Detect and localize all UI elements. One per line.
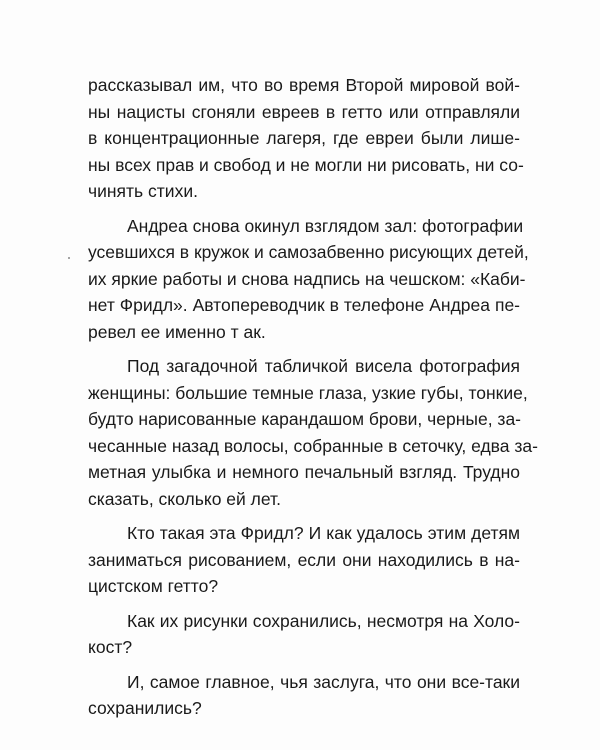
paragraph-5 — [88, 608, 520, 661]
text-line: чесанные назад волосы, собранные в сеточку, едва за- — [88, 435, 538, 456]
text-line: рассказывал им, что во время Второй мировой вой- — [88, 75, 520, 95]
paragraph-2 — [88, 213, 529, 346]
text-line: женщины: большие темные глаза, узкие губы, тонкие, — [88, 382, 528, 403]
text-line: нет Фридл». Автопереводчик в телефоне Андреа пе- — [88, 295, 520, 315]
paragraph-4 — [88, 520, 520, 600]
paragraph-1 — [88, 72, 524, 205]
text-line: сохранились? — [88, 698, 202, 718]
text-line: заниматься рисованием, если они находились в на- — [88, 549, 520, 570]
scan-speck — [68, 257, 70, 259]
text-line: Как их рисунки сохранились, несмотря на Холо- — [127, 610, 520, 631]
paragraph-3 — [88, 353, 538, 512]
text-line: усевшихся в кружок и самозабвенно рисующих детей, — [88, 242, 529, 262]
text-line: ны нацисты сгоняли евреев в гетто или отправляли — [88, 101, 520, 122]
text-line: будто нарисованные карандашом брови, черные, за- — [88, 409, 522, 429]
text-line: чинять стихи. — [88, 181, 198, 201]
text-line: Кто такая эта Фридл? И как удалось этим детям — [127, 523, 520, 543]
text-line: ревел ее именно т ак. — [88, 321, 266, 342]
text-line: Под загадочной табличкой висела фотография — [127, 356, 520, 376]
text-line: в концентрационные лагеря, где евреи были лише- — [88, 128, 520, 148]
text-line: Андреа снова окинул взглядом зал: фотографии — [127, 215, 524, 236]
text-line: кост? — [88, 637, 133, 657]
text-line: цистском гетто? — [88, 576, 219, 596]
text-line: ны всех прав и свобод и не могли ни рисовать, ни со- — [88, 154, 524, 175]
body-text — [88, 72, 538, 728]
text-line: их яркие работы и снова надпись на чешском: «Каби- — [88, 268, 526, 289]
text-line: сказать, сколько ей лет. — [88, 488, 281, 509]
text-line: метная улыбка и немного печальный взгляд. Трудно — [88, 462, 520, 482]
text-line: И, самое главное, чья заслуга, что они все-таки — [127, 671, 520, 692]
paragraph-6 — [88, 669, 520, 722]
